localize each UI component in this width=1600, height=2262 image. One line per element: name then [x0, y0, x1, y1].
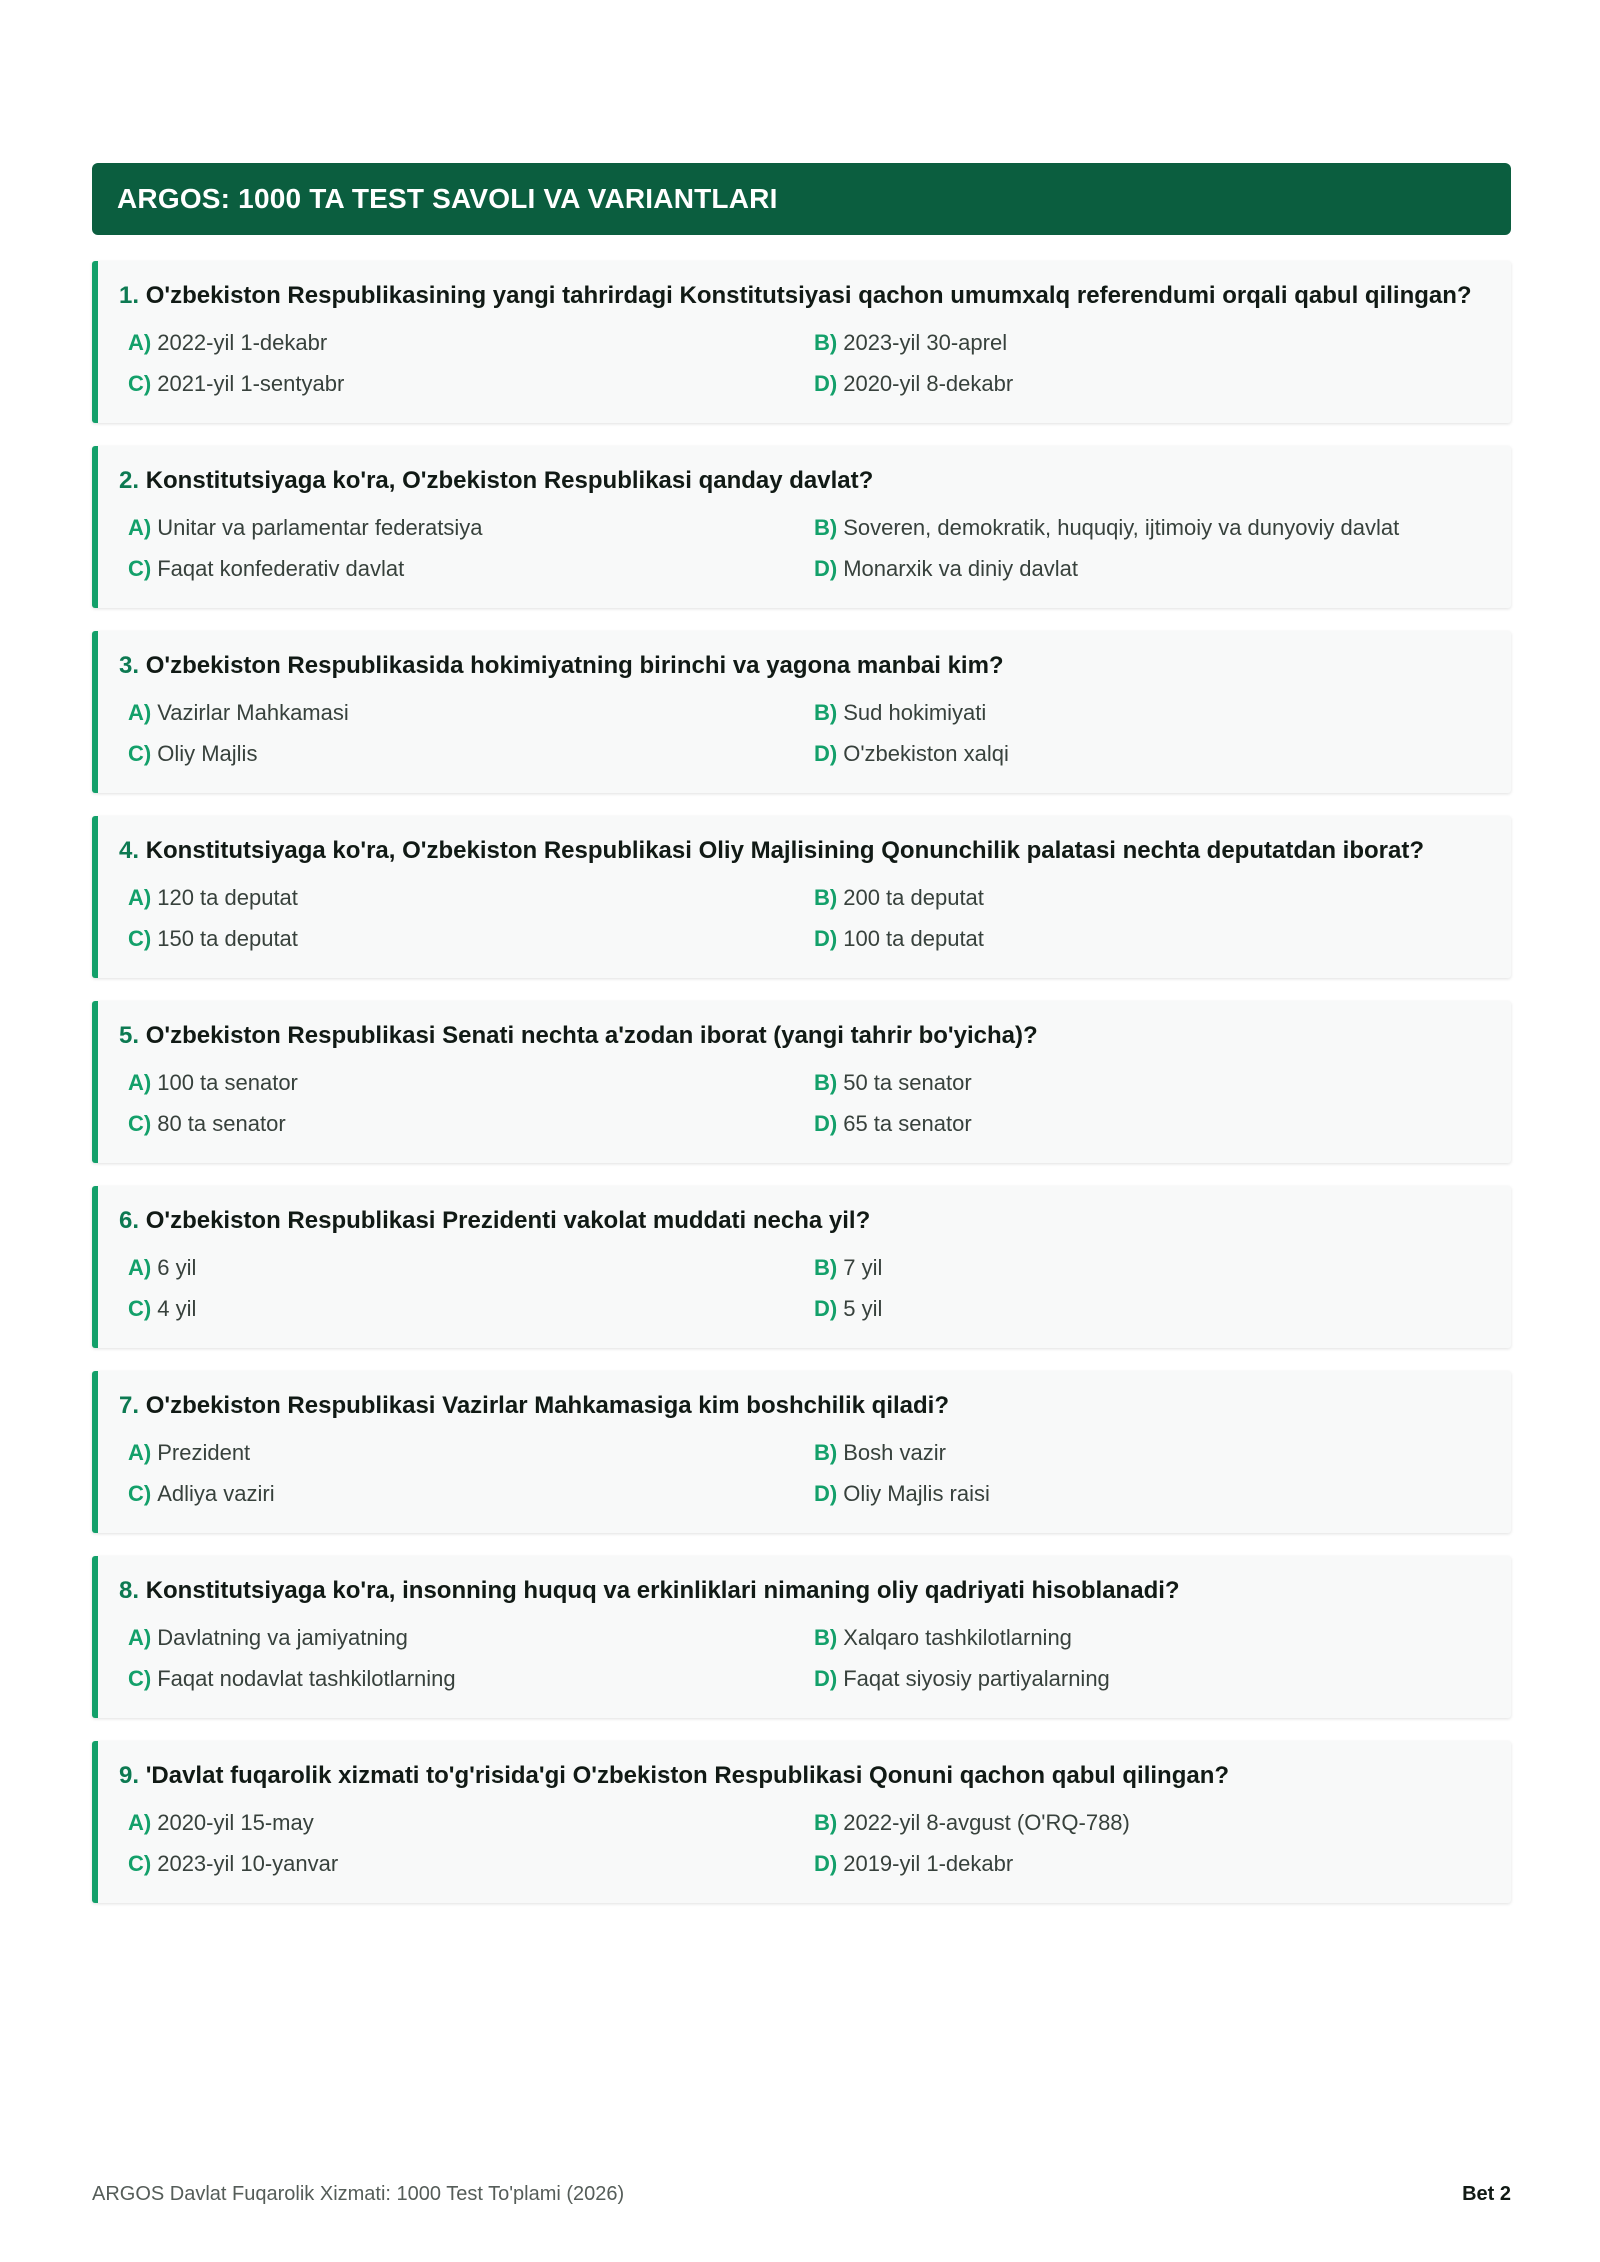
- option-letter: A): [128, 1625, 152, 1650]
- answer-option: [128, 1806, 814, 1840]
- answer-option: [814, 1436, 1487, 1470]
- option-text: 5 yil: [843, 1296, 883, 1321]
- question-body: O'zbekiston Respublikasi Prezidenti vakolat muddati necha yil?: [145, 1207, 871, 1234]
- option-text: Prezident: [157, 1440, 251, 1465]
- question-body: Konstitutsiyaga ko'ra, O'zbekiston Respublikasi Oliy Majlisining Qonunchilik palatasi nechta deputatdan iborat?: [145, 837, 1424, 864]
- answer-options: [119, 881, 1487, 956]
- question-number: 1.: [119, 282, 140, 309]
- option-text: Soveren, demokratik, huquqiy, ijtimoiy va dunyoviy davlat: [843, 515, 1400, 540]
- option-text: Oliy Majlis: [157, 741, 258, 766]
- option-text: 2021-yil 1-sentyabr: [157, 371, 345, 396]
- option-letter: C): [128, 1851, 152, 1876]
- option-text: Monarxik va diniy davlat: [843, 556, 1078, 581]
- option-letter: D): [814, 371, 838, 396]
- question-card: [92, 261, 1511, 423]
- page-number: Bet 2: [1462, 2183, 1511, 2205]
- answer-option: [128, 552, 814, 586]
- answer-option: [128, 1292, 814, 1326]
- page-footer: [92, 2183, 1511, 2206]
- option-text: 4 yil: [157, 1296, 197, 1321]
- question-body: 'Davlat fuqarolik xizmati to'g'risida'gi O'zbekiston Respublikasi Qonuni qachon qabul qilingan?: [145, 1762, 1230, 1789]
- answer-option: [814, 1662, 1487, 1696]
- answer-option: [814, 1066, 1487, 1100]
- question-body: O'zbekiston Respublikasining yangi tahrirdagi Konstitutsiyasi qachon umumxalq referendumi orqali qabul qilingan?: [145, 282, 1472, 309]
- answer-option: [814, 326, 1487, 360]
- question-card: [92, 1001, 1511, 1163]
- answer-option: [128, 1436, 814, 1470]
- question-text: [119, 464, 1487, 498]
- option-letter: B): [814, 515, 838, 540]
- option-letter: B): [814, 1255, 838, 1280]
- answer-option: [128, 696, 814, 730]
- option-letter: C): [128, 556, 152, 581]
- page-title: ARGOS: 1000 TA TEST SAVOLI VA VARIANTLARI: [117, 183, 778, 214]
- question-body: O'zbekiston Respublikasi Vazirlar Mahkamasiga kim boshchilik qiladi?: [145, 1392, 949, 1419]
- option-letter: A): [128, 1255, 152, 1280]
- answer-option: [128, 1847, 814, 1881]
- question-number: 3.: [119, 652, 140, 679]
- question-body: O'zbekiston Respublikasida hokimiyatning birinchi va yagona manbai kim?: [145, 652, 1004, 679]
- question-list: [92, 261, 1511, 1903]
- option-text: Adliya vaziri: [157, 1481, 275, 1506]
- question-card: [92, 446, 1511, 608]
- question-body: Konstitutsiyaga ko'ra, O'zbekiston Respublikasi qanday davlat?: [145, 467, 874, 494]
- page: [92, 163, 1511, 1926]
- answer-option: [128, 1477, 814, 1511]
- question-text: [119, 1759, 1487, 1793]
- question-card: [92, 1556, 1511, 1718]
- page-header: [92, 163, 1511, 235]
- option-text: 50 ta senator: [843, 1070, 972, 1095]
- option-text: Oliy Majlis raisi: [843, 1481, 990, 1506]
- answer-option: [814, 552, 1487, 586]
- answer-options: [119, 1251, 1487, 1326]
- answer-option: [128, 367, 814, 401]
- answer-option: [814, 1292, 1487, 1326]
- question-text: [119, 1019, 1487, 1053]
- option-letter: D): [814, 741, 838, 766]
- option-text: Faqat siyosiy partiyalarning: [843, 1666, 1110, 1691]
- option-letter: B): [814, 1810, 838, 1835]
- answer-option: [128, 326, 814, 360]
- option-text: 2023-yil 10-yanvar: [157, 1851, 339, 1876]
- option-text: Faqat nodavlat tashkilotlarning: [157, 1666, 456, 1691]
- option-letter: A): [128, 1810, 152, 1835]
- option-text: 2022-yil 8-avgust (O'RQ-788): [843, 1810, 1130, 1835]
- option-text: Xalqaro tashkilotlarning: [843, 1625, 1072, 1650]
- answer-option: [814, 696, 1487, 730]
- option-text: 100 ta deputat: [843, 926, 984, 951]
- option-text: Faqat konfederativ davlat: [157, 556, 405, 581]
- option-letter: A): [128, 515, 152, 540]
- question-number: 7.: [119, 1392, 140, 1419]
- question-number: 9.: [119, 1762, 140, 1789]
- option-letter: D): [814, 1481, 838, 1506]
- question-card: [92, 816, 1511, 978]
- option-letter: D): [814, 1851, 838, 1876]
- question-number: 5.: [119, 1022, 140, 1049]
- question-body: Konstitutsiyaga ko'ra, insonning huquq va erkinliklari nimaning oliy qadriyati hisoblanadi?: [145, 1577, 1180, 1604]
- option-text: 7 yil: [843, 1255, 883, 1280]
- option-letter: A): [128, 700, 152, 725]
- question-text: [119, 1204, 1487, 1238]
- option-text: 2023-yil 30-aprel: [843, 330, 1008, 355]
- option-text: O'zbekiston xalqi: [843, 741, 1009, 766]
- option-text: Sud hokimiyati: [843, 700, 987, 725]
- question-text: [119, 649, 1487, 683]
- question-number: 6.: [119, 1207, 140, 1234]
- question-card: [92, 631, 1511, 793]
- answer-option: [814, 881, 1487, 915]
- answer-option: [814, 1847, 1487, 1881]
- question-card: [92, 1371, 1511, 1533]
- option-text: Davlatning va jamiyatning: [157, 1625, 408, 1650]
- answer-options: [119, 1436, 1487, 1511]
- option-text: 2020-yil 15-may: [157, 1810, 314, 1835]
- answer-options: [119, 511, 1487, 586]
- option-text: Unitar va parlamentar federatsiya: [157, 515, 483, 540]
- option-text: 150 ta deputat: [157, 926, 298, 951]
- question-text: [119, 1389, 1487, 1423]
- option-letter: D): [814, 556, 838, 581]
- option-letter: A): [128, 1440, 152, 1465]
- option-text: 6 yil: [157, 1255, 197, 1280]
- answer-options: [119, 1066, 1487, 1141]
- answer-option: [128, 737, 814, 771]
- option-letter: A): [128, 885, 152, 910]
- question-text: [119, 834, 1487, 868]
- footer-title: ARGOS Davlat Fuqarolik Xizmati: 1000 Test To'plami (2026): [92, 2183, 625, 2205]
- option-letter: D): [814, 926, 838, 951]
- answer-option: [814, 922, 1487, 956]
- question-text: [119, 1574, 1487, 1608]
- option-letter: C): [128, 371, 152, 396]
- question-number: 2.: [119, 467, 140, 494]
- answer-option: [128, 1107, 814, 1141]
- option-text: 200 ta deputat: [843, 885, 984, 910]
- option-text: 2022-yil 1-dekabr: [157, 330, 328, 355]
- answer-option: [814, 737, 1487, 771]
- answer-option: [128, 1662, 814, 1696]
- option-letter: C): [128, 1111, 152, 1136]
- option-letter: B): [814, 1625, 838, 1650]
- question-card: [92, 1186, 1511, 1348]
- answer-option: [814, 1107, 1487, 1141]
- option-letter: D): [814, 1296, 838, 1321]
- option-text: 2020-yil 8-dekabr: [843, 371, 1014, 396]
- answer-option: [128, 1251, 814, 1285]
- option-letter: B): [814, 885, 838, 910]
- option-letter: B): [814, 700, 838, 725]
- answer-option: [128, 1621, 814, 1655]
- option-letter: C): [128, 1666, 152, 1691]
- option-text: 120 ta deputat: [157, 885, 298, 910]
- option-letter: B): [814, 330, 838, 355]
- answer-option: [128, 511, 814, 545]
- option-letter: C): [128, 1481, 152, 1506]
- answer-options: [119, 1806, 1487, 1881]
- option-text: Bosh vazir: [843, 1440, 946, 1465]
- question-number: 8.: [119, 1577, 140, 1604]
- option-letter: B): [814, 1070, 838, 1095]
- answer-option: [814, 1806, 1487, 1840]
- answer-option: [128, 922, 814, 956]
- answer-options: [119, 1621, 1487, 1696]
- option-letter: C): [128, 926, 152, 951]
- option-letter: B): [814, 1440, 838, 1465]
- option-letter: A): [128, 330, 152, 355]
- answer-option: [814, 511, 1487, 545]
- option-letter: C): [128, 1296, 152, 1321]
- question-body: O'zbekiston Respublikasi Senati nechta a'zodan iborat (yangi tahrir bo'yicha)?: [145, 1022, 1038, 1049]
- answer-options: [119, 696, 1487, 771]
- answer-option: [814, 1621, 1487, 1655]
- question-card: [92, 1741, 1511, 1903]
- question-number: 4.: [119, 837, 140, 864]
- option-text: Vazirlar Mahkamasi: [157, 700, 349, 725]
- option-text: 100 ta senator: [157, 1070, 298, 1095]
- answer-option: [128, 881, 814, 915]
- option-letter: C): [128, 741, 152, 766]
- option-letter: A): [128, 1070, 152, 1095]
- answer-options: [119, 326, 1487, 401]
- option-letter: D): [814, 1111, 838, 1136]
- option-letter: D): [814, 1666, 838, 1691]
- question-text: [119, 279, 1487, 313]
- answer-option: [814, 367, 1487, 401]
- option-text: 2019-yil 1-dekabr: [843, 1851, 1014, 1876]
- answer-option: [814, 1251, 1487, 1285]
- answer-option: [128, 1066, 814, 1100]
- option-text: 65 ta senator: [843, 1111, 972, 1136]
- answer-option: [814, 1477, 1487, 1511]
- option-text: 80 ta senator: [157, 1111, 286, 1136]
